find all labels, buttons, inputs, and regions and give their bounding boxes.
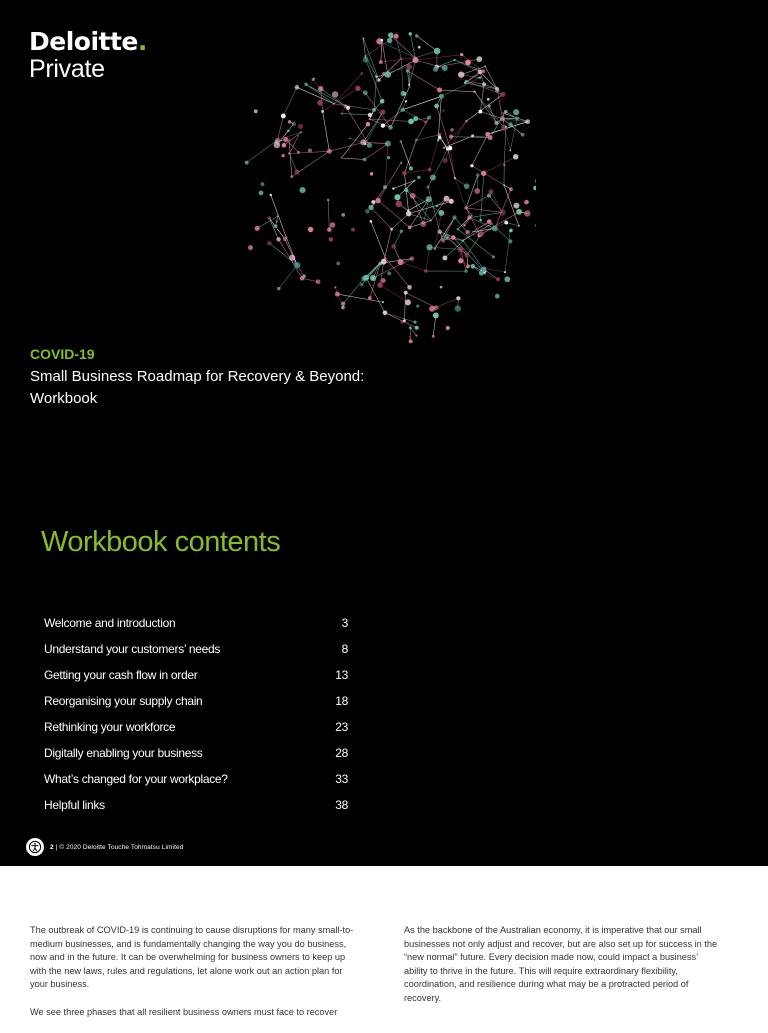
accessibility-icon-glyph	[28, 840, 42, 854]
toc-item-page: 13	[335, 668, 348, 682]
intro-page	[0, 866, 768, 1024]
toc-item[interactable]	[44, 720, 348, 746]
toc-item-page: 8	[342, 642, 348, 656]
toc-item-page: 38	[335, 798, 348, 812]
toc-item[interactable]	[44, 798, 348, 824]
intro-column-left	[30, 924, 356, 1033]
intro-paragraph: We see three phases that all resilient business owners must face to recover	[30, 1006, 356, 1020]
toc-item[interactable]	[44, 616, 348, 642]
network-globe-illustration	[236, 30, 536, 350]
table-of-contents	[44, 616, 348, 824]
network-links	[247, 34, 536, 341]
footer-page-number: 2	[50, 844, 54, 851]
toc-item[interactable]	[44, 694, 348, 720]
toc-item[interactable]	[44, 746, 348, 772]
cover-title-line-1: Small Business Roadmap for Recovery & Beyond:	[30, 366, 390, 388]
intro-paragraph: The outbreak of COVID-19 is continuing to cause disruptions for many small-to-medium businesses, and is fundamentally changing the way you do business, now and in the future. It can be overwhelming for business owners to keep up with the new laws, rules and regulations, let alone work out an action plan for your business.	[30, 924, 356, 992]
toc-item[interactable]	[44, 772, 348, 798]
toc-item[interactable]	[44, 668, 348, 694]
toc-item-page: 18	[335, 694, 348, 708]
toc-item-page: 28	[335, 746, 348, 760]
intro-paragraph: As the backbone of the Australian economy, it is imperative that our small businesses not only adjust and recover, but are also set up for success in the “new normal” future. Every decision made now, could impact a business’ ability to thrive in the future. This will require extraordinary flexibility, coordination, and resilience during what may be a protracted period of recovery.	[404, 924, 720, 1005]
toc-item-label: Digitally enabling your business	[44, 746, 203, 760]
cover-tag: COVID-19	[30, 346, 95, 362]
toc-item-page: 3	[342, 616, 348, 630]
cover-title	[30, 366, 390, 410]
network-nodes	[245, 32, 536, 343]
deloitte-private-logo	[29, 28, 147, 82]
logo-brand: Deloitte.	[29, 28, 147, 56]
toc-item-label: What’s changed for your workplace?	[44, 772, 228, 786]
footer-separator: |	[54, 844, 60, 851]
toc-item-label: Welcome and introduction	[44, 616, 175, 630]
toc-item-page: 23	[335, 720, 348, 734]
intro-column-right	[404, 924, 720, 1019]
toc-item[interactable]	[44, 642, 348, 668]
cover-title-line-2: Workbook	[30, 388, 390, 410]
toc-item-page: 33	[335, 772, 348, 786]
toc-item-label: Understand your customers’ needs	[44, 642, 220, 656]
logo-green-dot: .	[138, 27, 147, 56]
toc-item-label: Helpful links	[44, 798, 105, 812]
toc-heading: Workbook contents	[41, 526, 280, 559]
logo-subtitle: Private	[29, 56, 147, 82]
toc-item-label: Rethinking your workforce	[44, 720, 175, 734]
page-footer	[26, 838, 183, 856]
footer-copyright: © 2020 Deloitte Touche Tohmatsu Limited	[59, 844, 183, 851]
toc-item-label: Getting your cash flow in order	[44, 668, 197, 682]
footer-text	[50, 844, 183, 851]
toc-item-label: Reorganising your supply chain	[44, 694, 202, 708]
accessibility-icon[interactable]	[26, 838, 44, 856]
